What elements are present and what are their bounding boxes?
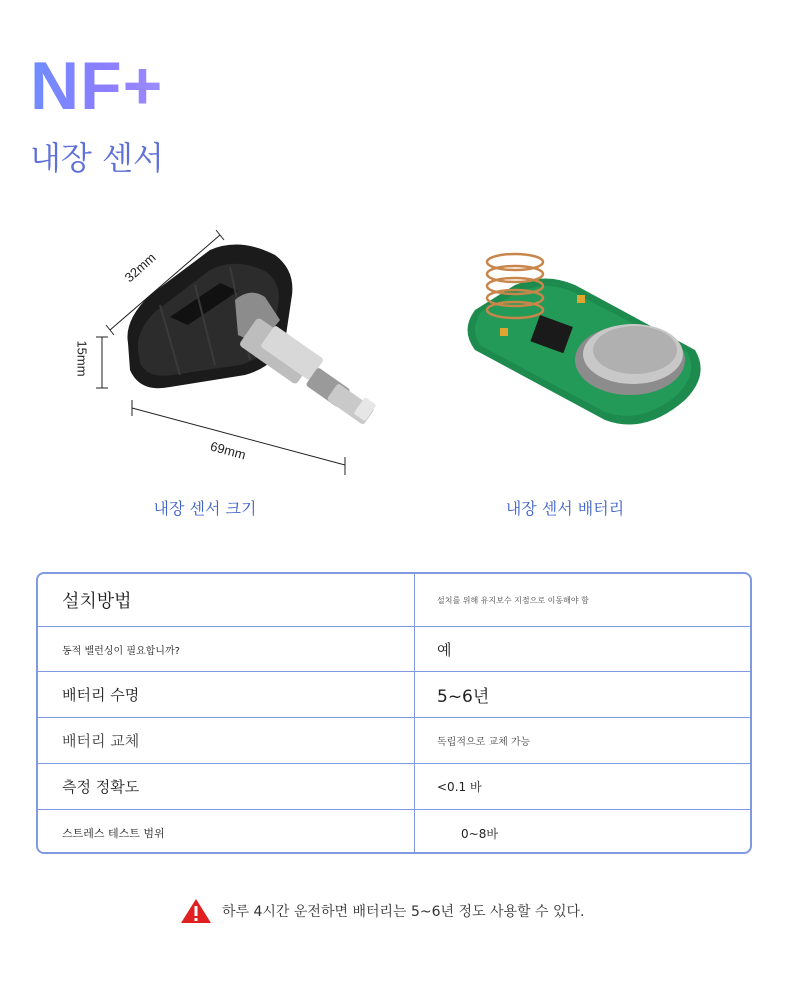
notice-text: 하루 4시간 운전하면 배터리는 5~6년 정도 사용할 수 있다. — [222, 904, 585, 920]
spec-table — [36, 572, 752, 854]
sensor-caption: 내장 센서 크기 — [153, 499, 257, 518]
spec-label: 스트레스 테스트 범위 — [38, 810, 415, 854]
spec-label: 배터리 교체 — [38, 718, 415, 763]
battery-figure — [455, 240, 715, 430]
spec-value: 독립적으로 교체 가능 — [437, 737, 531, 748]
spec-label: 동적 밸런싱이 필요합니까? — [38, 627, 415, 671]
table-row — [38, 718, 750, 764]
dim-width-label: 32mm — [121, 249, 159, 286]
spec-value: 5~6년 — [437, 687, 490, 707]
table-row — [38, 627, 750, 672]
battery-caption: 내장 센서 배터리 — [505, 499, 625, 518]
spec-value: 예 — [437, 640, 452, 659]
spec-label: 측정 정확도 — [38, 764, 415, 809]
page-subtitle: 내장 센서 — [30, 139, 164, 177]
sensor-figure — [70, 225, 380, 490]
spec-value: 설치를 위해 유지보수 지점으로 이동해야 함 — [437, 595, 589, 605]
sensor-battery-board-illustration — [455, 240, 715, 430]
dim-height-label: 15mm — [74, 340, 90, 377]
spec-value: 0~8바 — [461, 826, 498, 841]
battery-notice — [180, 898, 585, 924]
dim-length-label: 69mm — [208, 438, 248, 463]
spec-value: <0.1 바 — [437, 780, 482, 794]
warning-icon — [180, 898, 212, 924]
table-row — [38, 764, 750, 810]
spec-label: 설치방법 — [38, 574, 415, 626]
spec-label: 배터리 수명 — [38, 672, 415, 717]
brand-logo: NF+ — [30, 48, 164, 124]
table-row — [38, 810, 750, 854]
table-row — [38, 672, 750, 718]
table-row — [38, 574, 750, 627]
